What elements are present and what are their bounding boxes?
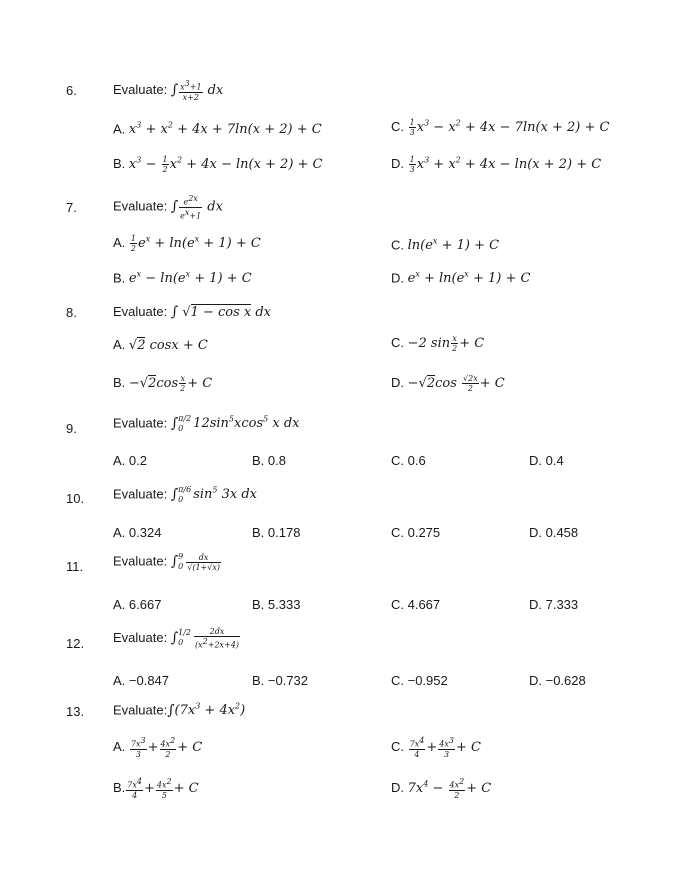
question-number: 8. (66, 305, 77, 320)
option-a[interactable]: A. −0.847 (113, 673, 170, 688)
option-b[interactable]: B. −√2cos $\frac{x}{2}$ + C (113, 374, 213, 393)
option-a[interactable]: A. $x^3 + x^2 + 4x + 7\ln(x + 2) + C$ (113, 121, 322, 138)
option-a[interactable]: A. 0.324 (113, 525, 162, 540)
option-b[interactable]: B. 0.178 (252, 525, 301, 540)
question-prompt: Evaluate: ∫ 9 0 $\frac{dx}{√(1+√x)}$ (113, 552, 220, 572)
option-a[interactable]: A. $\frac{1}{2}$ $e^x + \ln(e^x + 1) + C$ (113, 234, 261, 253)
option-c[interactable]: C. 0.275 (391, 525, 441, 540)
question-prompt: Evaluate: ∫ $\frac{x^3+1}{x+2}$ dx (113, 79, 224, 102)
option-c[interactable]: C. 4.667 (391, 597, 441, 612)
question-prompt: $Evaluate:\int(7x^3 + 4x^2)$ (113, 702, 246, 719)
option-d[interactable]: D. 0.4 (529, 453, 564, 468)
option-a[interactable]: A. 6.667 (113, 597, 162, 612)
option-d[interactable]: D. −√2cos $\frac{√2x}{2}$ + C (391, 374, 505, 393)
question-prompt: Evaluate: ∫ π/6 0 $\sin^5 3x$ dx (113, 485, 257, 504)
option-c[interactable]: C. $\ln(e^x + 1) + C$ (391, 237, 500, 254)
question-number: 12. (66, 636, 85, 651)
option-d[interactable]: D. $e^x + \ln(e^x + 1) + C$ (391, 270, 531, 287)
option-a[interactable]: A. 0.2 (113, 453, 147, 468)
question-number: 10. (66, 491, 85, 506)
option-a[interactable]: A. √2 cosx + C (113, 337, 208, 353)
option-b[interactable]: B. $x^3$ − $\frac{1}{2}$ $x^2 + 4x - \ln(x + 2) + C$ (113, 155, 323, 174)
question-number: 9. (66, 421, 77, 436)
option-b[interactable]: B. 0.8 (252, 453, 286, 468)
question-number: 6. (66, 83, 77, 98)
option-c[interactable]: C. $\frac{1}{3}$ $x^3 - x^2 + 4x - 7\ln(x + 2) + C$ (391, 118, 610, 137)
option-a[interactable]: A. $\frac{7x^3}{3}$ + $\frac{4x^2}{2}$ + C (113, 736, 203, 759)
option-d[interactable]: D. $7x^4$ − $\frac{4x^2}{2}$ + C (391, 777, 492, 800)
option-c[interactable]: C. 0.6 (391, 453, 426, 468)
option-d[interactable]: D. 0.458 (529, 525, 579, 540)
option-c[interactable]: C. −0.952 (391, 673, 448, 688)
option-d[interactable]: D. −0.628 (529, 673, 586, 688)
question-number: 7. (66, 200, 77, 215)
option-b[interactable]: B. $e^x - \ln(e^x + 1) + C$ (113, 270, 252, 287)
question-prompt: Evaluate: ∫ 1/2 0 $\frac{2dx}{(x^2+2x+4)}$ (113, 627, 239, 650)
option-b[interactable]: B. −0.732 (252, 673, 309, 688)
option-d[interactable]: D. $\frac{1}{3}$ $x^3 + x^2 + 4x - \ln(x + 2) + C$ (391, 155, 602, 174)
question-number: 13. (66, 704, 85, 719)
question-number: 11. (66, 559, 84, 574)
option-c[interactable]: C. −2 sin $\frac{x}{2}$ + C (391, 334, 485, 353)
question-prompt: Evaluate: ∫ $\frac{e^{2x}}{e^x+1}$ dx (113, 194, 223, 221)
option-c[interactable]: C. $\frac{7x^4}{4}$ + $\frac{4x^3}{3}$ + C (391, 736, 481, 759)
option-b[interactable]: B. $\frac{7x^4}{4}$ + $\frac{4x^2}{5}$ + C (113, 777, 199, 800)
question-prompt: Evaluate: ∫ √1 − cos x dx (113, 304, 272, 320)
option-d[interactable]: D. 7.333 (529, 597, 579, 612)
question-prompt: Evaluate: ∫ π/2 0 $12\sin^5xcos^5$ x dx (113, 414, 300, 433)
option-b[interactable]: B. 5.333 (252, 597, 301, 612)
